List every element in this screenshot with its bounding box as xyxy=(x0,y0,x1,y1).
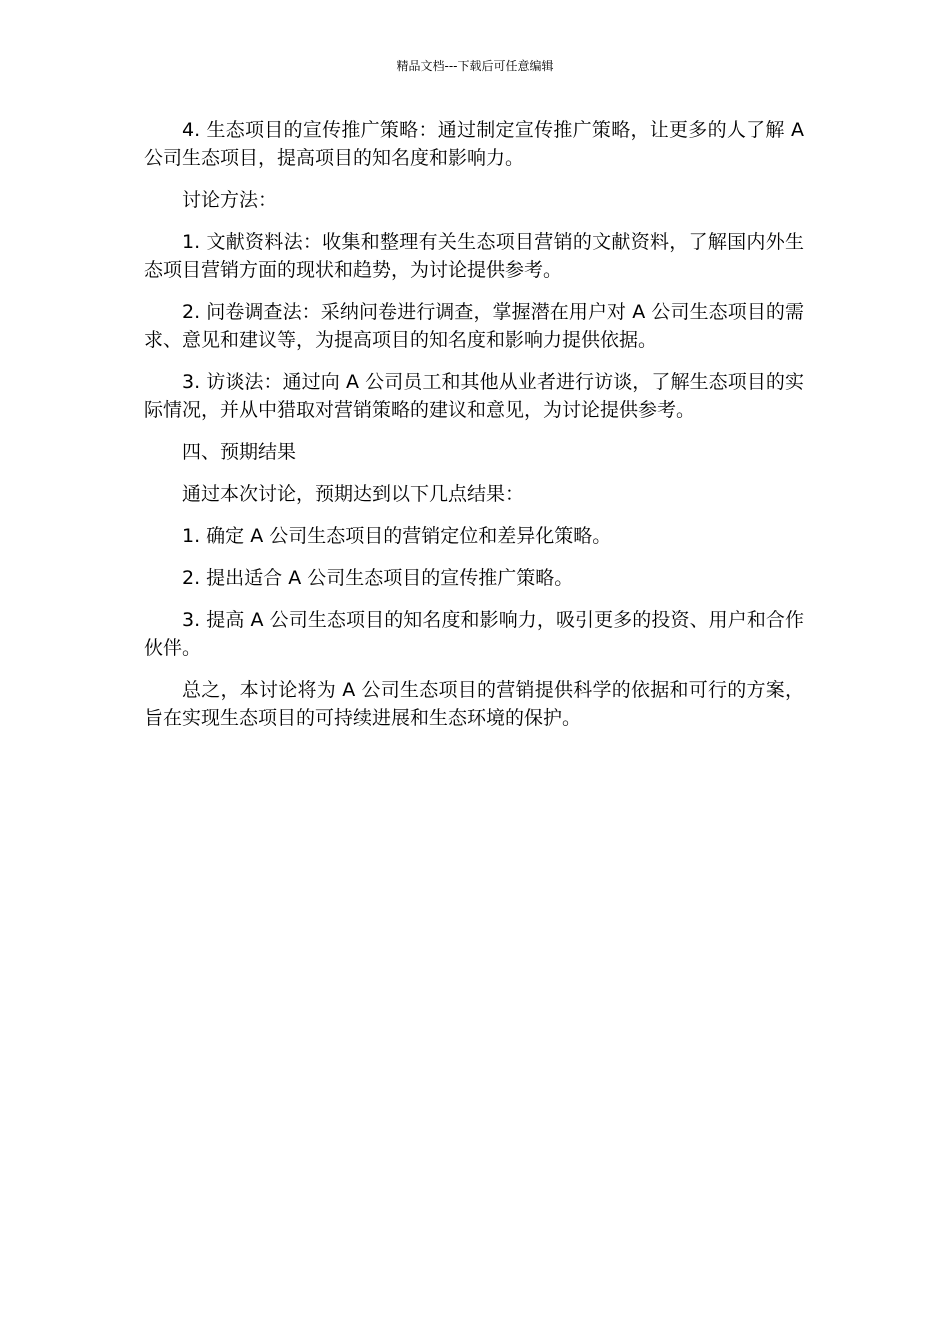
section-heading-expected-results: 四、预期结果 xyxy=(182,441,297,463)
paragraph-conclusion: 总之，本讨论将为 A 公司生态项目的营销提供科学的依据和可行的方案，旨在实现生态项目的可持续进展和生态环境的保护。 xyxy=(144,679,804,729)
document-body xyxy=(144,116,804,746)
paragraph-promotion-strategy: 4. 生态项目的宣传推广策略：通过制定宣传推广策略，让更多的人了解 A 公司生态项目，提高项目的知名度和影响力。 xyxy=(144,119,804,169)
paragraph-literature-method: 1. 文献资料法：收集和整理有关生态项目营销的文献资料，了解国内外生态项目营销方面的现状和趋势，为讨论提供参考。 xyxy=(144,231,804,281)
paragraph-result-2: 2. 提出适合 A 公司生态项目的宣传推广策略。 xyxy=(182,567,574,589)
page-header: 精品文档---下载后可任意编辑 xyxy=(396,59,554,73)
paragraph-questionnaire-method: 2. 问卷调查法：采纳问卷进行调查，掌握潜在用户对 A 公司生态项目的需求、意见和建议等，为提高项目的知名度和影响力提供依据。 xyxy=(144,301,804,351)
paragraph-result-3: 3. 提高 A 公司生态项目的知名度和影响力，吸引更多的投资、用户和合作伙伴。 xyxy=(144,609,804,659)
paragraph-result-1: 1. 确定 A 公司生态项目的营销定位和差异化策略。 xyxy=(182,525,612,547)
paragraph-methods-heading: 讨论方法： xyxy=(182,189,278,211)
paragraph-results-intro: 通过本次讨论，预期达到以下几点结果： xyxy=(182,483,525,505)
paragraph-interview-method: 3. 访谈法：通过向 A 公司员工和其他从业者进行访谈，了解生态项目的实际情况，并从中猎取对营销策略的建议和意见，为讨论提供参考。 xyxy=(144,371,804,421)
